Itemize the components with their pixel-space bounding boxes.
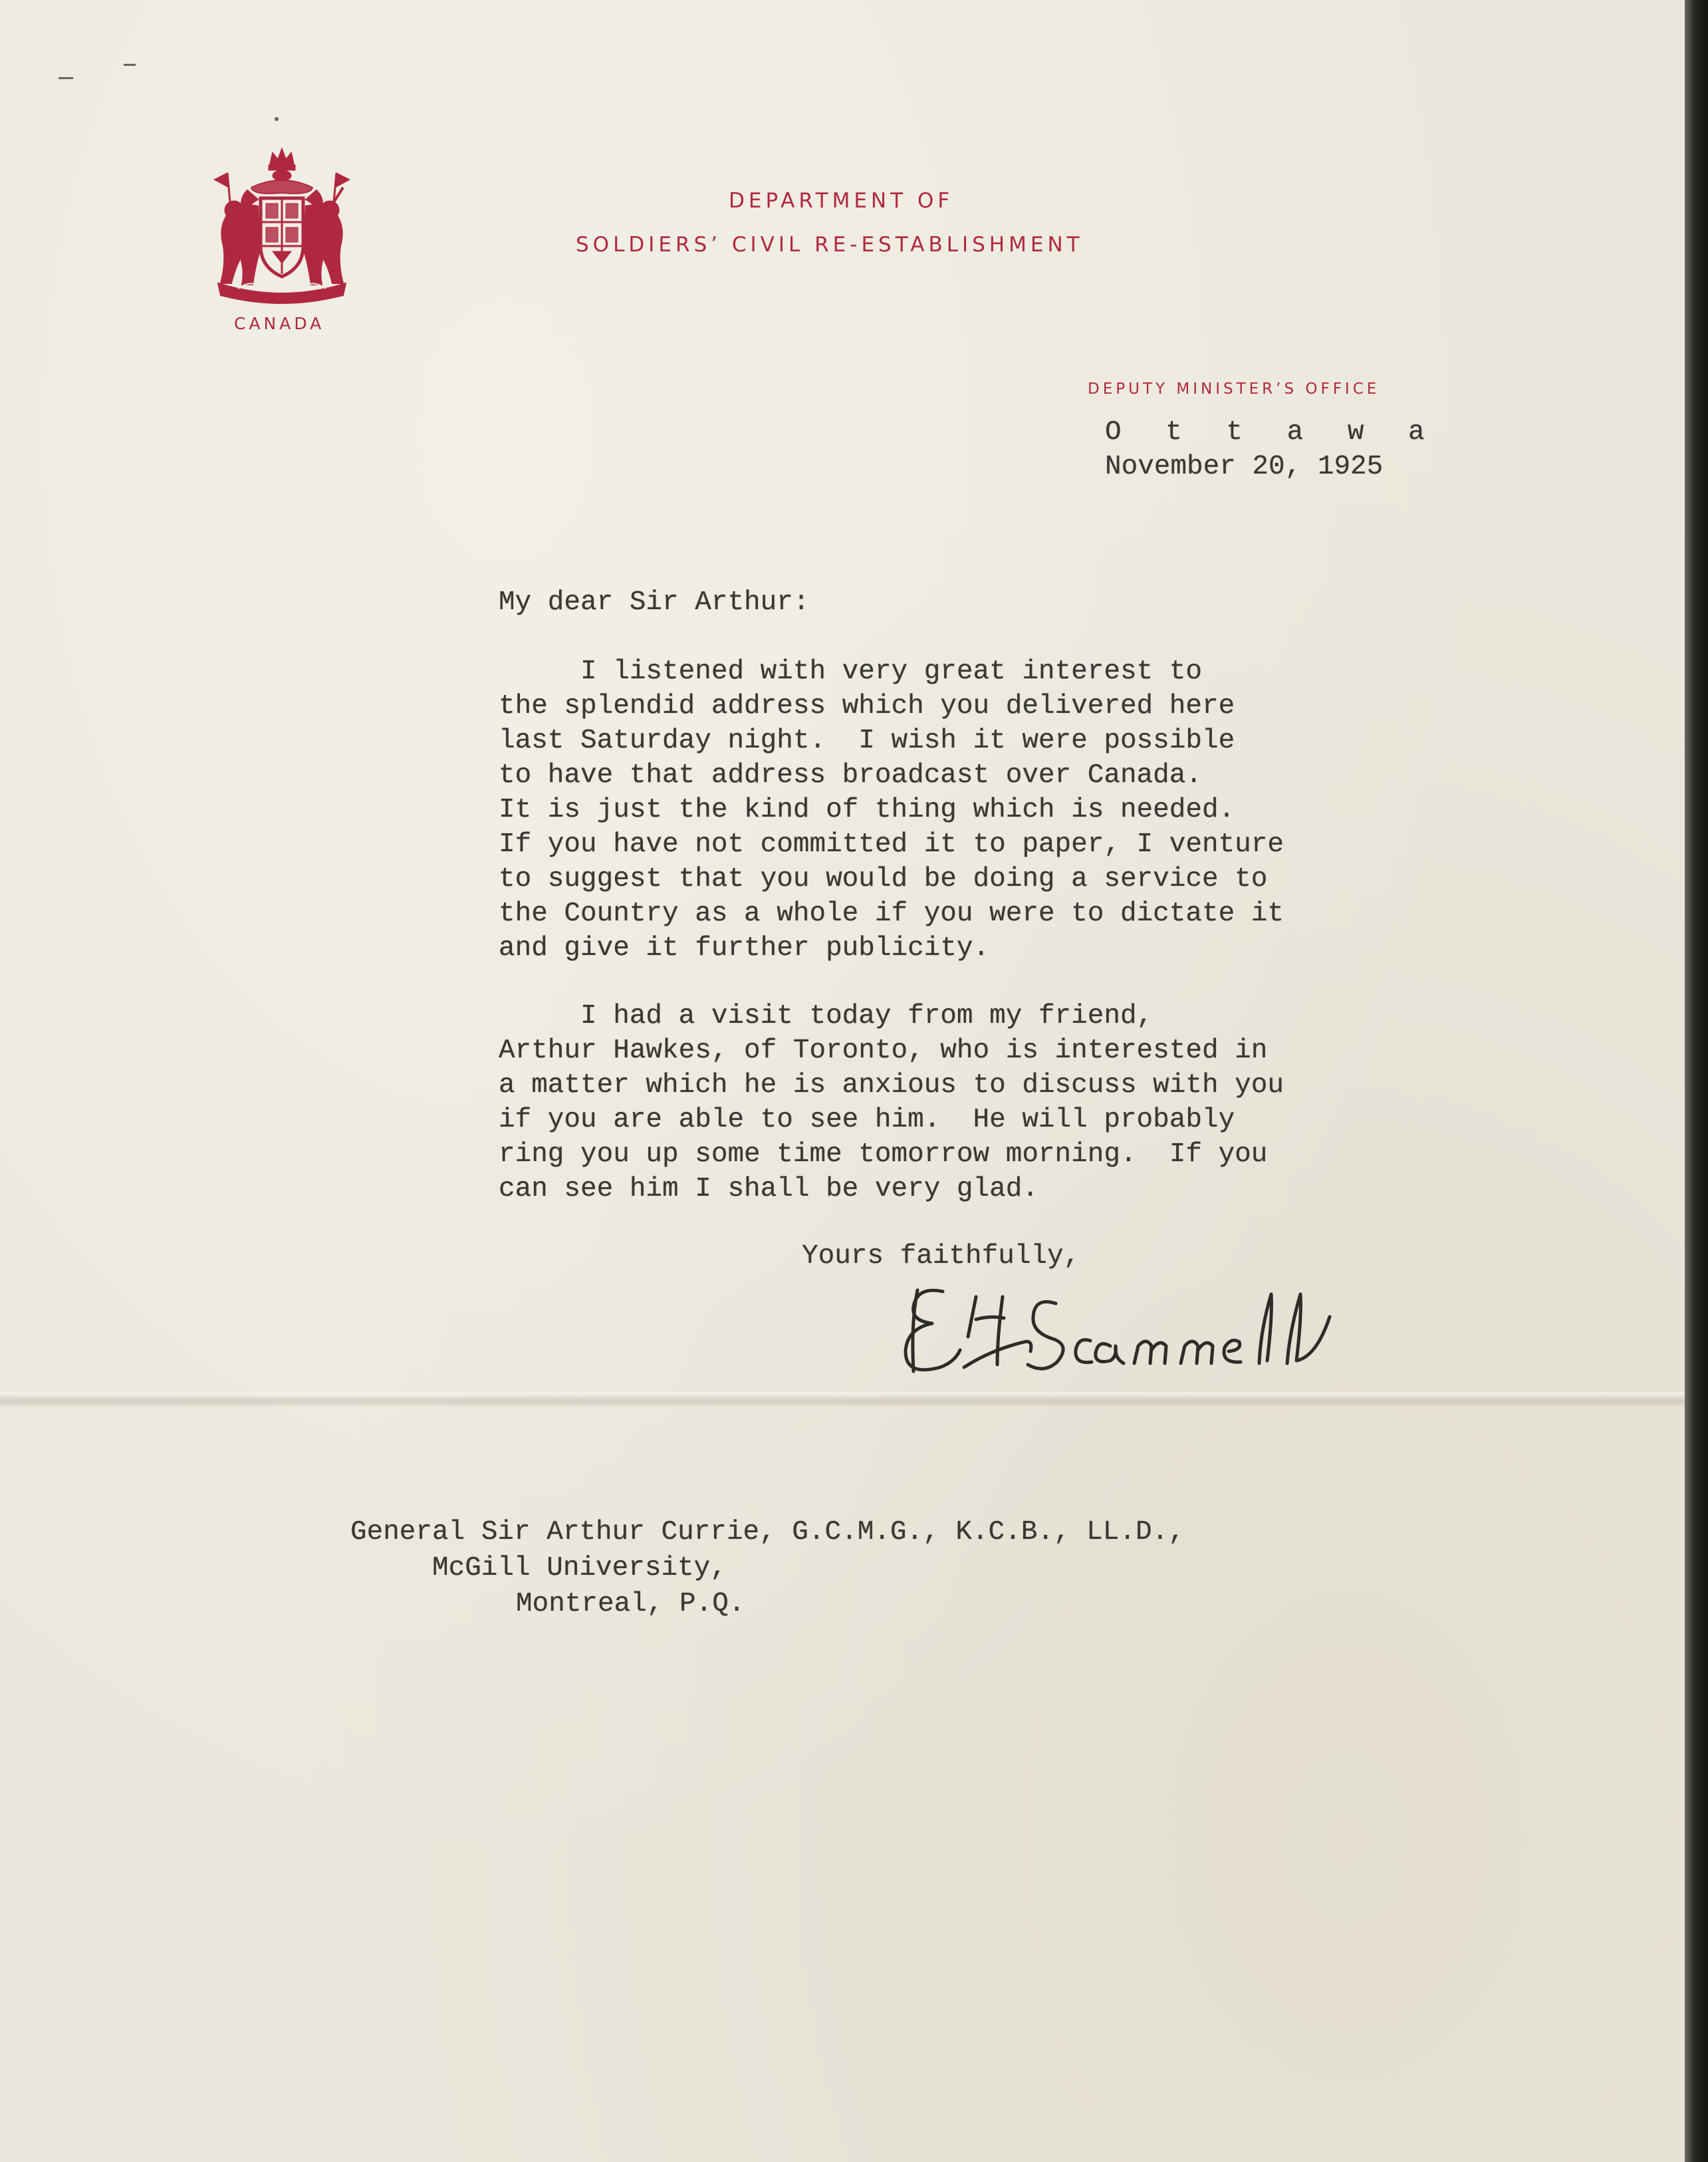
letterhead-country: CANADA: [234, 314, 325, 333]
letterhead-department-line1: DEPARTMENT OF: [729, 189, 954, 213]
letter-paragraph-2: I had a visit today from my friend, Arthur Hawkes, of Toronto, who is interested in a matter which he is anxious to discuss with you if you are able to see him. He will probably ring you up some time tomorrow morning. If you can see him I shall be very glad.: [499, 1001, 1284, 1204]
letter-date: November 20, 1925: [1105, 452, 1384, 482]
scan-background-edge: [1685, 0, 1708, 2162]
paper-speck: [59, 77, 73, 79]
handwritten-signature: [891, 1277, 1443, 1383]
coat-of-arms-icon: [211, 146, 352, 306]
letter-city: O t t a w a: [1105, 417, 1433, 448]
recipient-line-3: Montreal, P.Q.: [516, 1589, 745, 1619]
letter-paragraph-1: I listened with very great interest to the splendid address which you delivered here last Saturday night. I wish it were possible to have that address broadcast over Canada. It is just the kind of thing which is needed. If you have not committed it to paper, I venture to suggest that you would be doing a service to the Country as a whole if you were to dictate it and give it further publicity.: [499, 656, 1284, 964]
paper-speck: [124, 64, 136, 66]
letter-closing: Yours faithfully,: [802, 1241, 1080, 1272]
paper-speck: [275, 117, 279, 121]
letterhead-department-line2: SOLDIERS’ CIVIL RE-ESTABLISHMENT: [576, 233, 1084, 257]
letterhead-office: DEPUTY MINISTER’S OFFICE: [1088, 380, 1380, 398]
recipient-line-1: General Sir Arthur Currie, G.C.M.G., K.C.B., LL.D.,: [350, 1517, 1185, 1548]
paper-fold-crease: [0, 1393, 1685, 1407]
letter-salutation: My dear Sir Arthur:: [499, 587, 810, 618]
recipient-line-2: McGill University,: [432, 1553, 727, 1583]
